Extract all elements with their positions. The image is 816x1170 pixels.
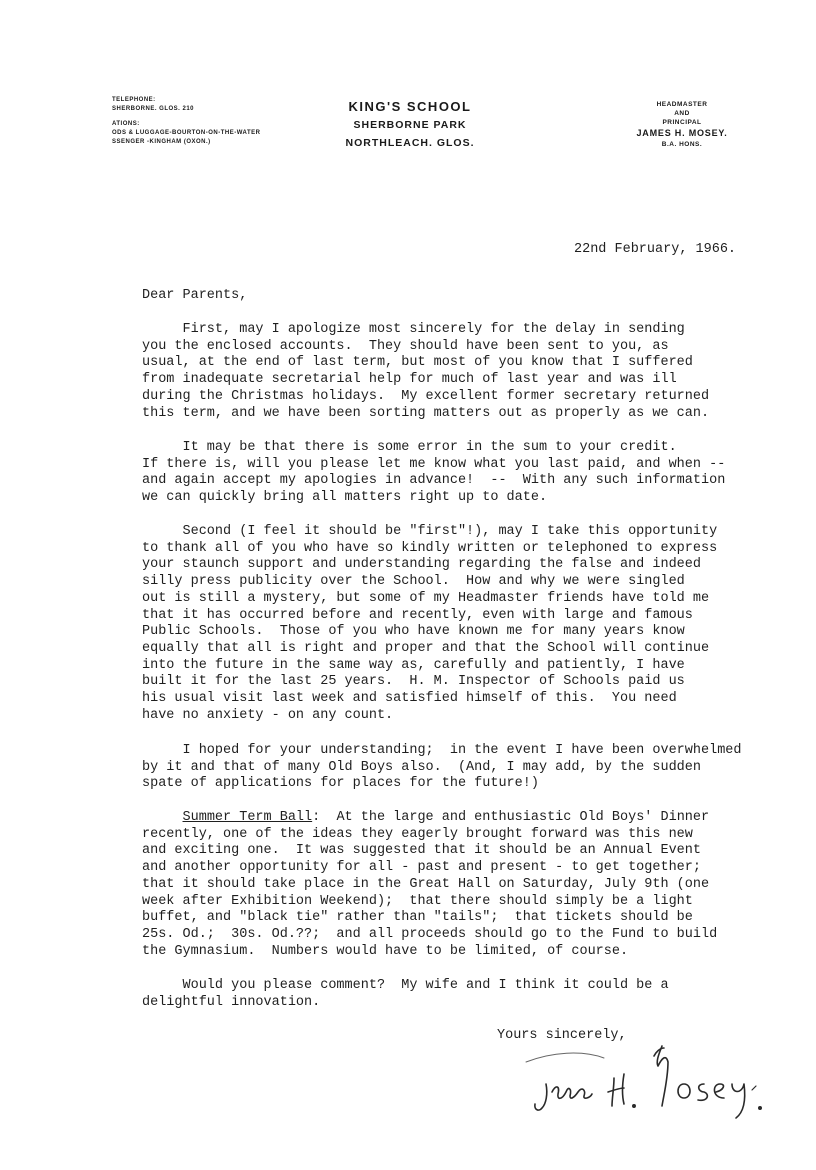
- summer-ball-rest: recently, one of the ideas they eagerly brought forward was this new and exciting one. It was suggested that it should be an Annual Event and another opportunity for all - past and present - to get together; that it should take place in the Great Hall on Saturday, July 9th (one week after Exhibition Weekend); that there should simply be a light buffet, and "black tie" rather than "tails"; that tickets should be 25s. Od.; 30s. Od.??; and all proceeds should go to the Fund to build the Gymnasium. Numbers would have to be limited, of course.: [142, 826, 718, 959]
- paragraph-credit: It may be that there is some error in the sum to your credit. If there is, will you please let me know what you last paid, and when -- and again accept my apologies in advance! -- With any such information we can quickly bring all matters right up to date.: [142, 440, 726, 506]
- telephone-label: TELEPHONE:: [112, 97, 156, 103]
- stations-line-1: ODS & LUGGAGE-BOURTON-ON-THE-WATER: [112, 130, 261, 136]
- school-name: KING'S SCHOOL: [348, 99, 472, 114]
- paragraph-summer-ball: [142, 810, 717, 960]
- headmaster-title: HEADMASTER: [656, 101, 708, 108]
- headmaster-and: AND: [674, 110, 690, 117]
- school-address-1: SHERBORNE PARK: [353, 119, 467, 131]
- signature: [512, 1022, 772, 1132]
- closing: Yours sincerely,: [497, 1028, 627, 1043]
- headmaster-name: JAMES H. MOSEY.: [636, 128, 728, 138]
- headmaster-degree: B.A. HONS.: [661, 141, 703, 148]
- paragraph-understanding: I hoped for your understanding; in the event I have been overwhelmed by it and that of many Old Boys also. (And, I may add, by the sudden spate of applications for places for the future!): [142, 743, 742, 792]
- summer-ball-heading: Summer Term Ball: [182, 810, 313, 825]
- telephone-number: SHERBORNE. GLOS. 210: [112, 106, 195, 112]
- letterhead-contact: [112, 96, 260, 147]
- paragraph-comment: Would you please comment? My wife and I think it could be a delightful innovation.: [142, 978, 669, 1010]
- salutation: Dear Parents,: [142, 288, 248, 303]
- paragraph-apology: First, may I apologize most sincerely for the delay in sending you the enclosed accounts. They should have been sent to you, as usual, at the end of last term, but most of you know that I suffered from inadequate secretarial help for much of last year and was ill during the Christmas holidays. My excellent former secretary returned this term, and we have been sorting matters out as properly as we can.: [142, 322, 710, 421]
- letterhead-school: [330, 98, 490, 152]
- stations-label: ATIONS:: [112, 121, 140, 127]
- summer-ball-first-line: : At the large and enthusiastic Old Boys' Dinner: [312, 810, 710, 825]
- stations-line-2: SSENGER -KINGHAM (OXON.): [112, 139, 211, 145]
- paragraph-thanks: Second (I feel it should be "first"!), may I take this opportunity to thank all of you who have so kindly written or telephoned to express your staunch support and understanding regarding the false and indeed silly press publicity over the School. How and why we were singled out is still a mystery, but some of my Headmaster friends have told me that it has occurred before and recently, even with large and famous Public Schools. Those of you who have known me for many years know equally that all is right and proper and that the School will continue into the future in the same way as, carefully and patiently, I have built it for the last 25 years. H. M. Inspector of Schools paid us his usual visit last week and satisfied himself of this. You need have no anxiety - on any count.: [142, 524, 718, 723]
- letterhead-headmaster: [622, 100, 742, 149]
- headmaster-principal: PRINCIPAL: [662, 119, 702, 126]
- school-address-2: NORTHLEACH. GLOS.: [345, 137, 475, 149]
- letter-date: 22nd February, 1966.: [574, 242, 737, 257]
